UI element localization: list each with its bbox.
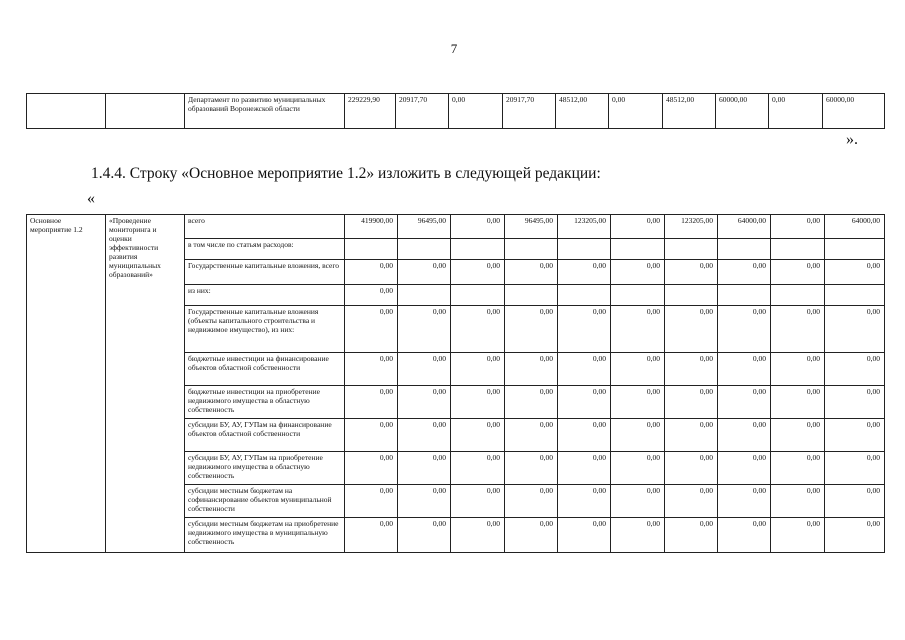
row-label-cell: бюджетные инвестиции на приобретение недвижимого имущества в областную собственность — [185, 386, 345, 419]
value-cell: 0,00 — [345, 419, 398, 452]
row-label-cell: субсидии БУ, АУ, ГУПам на приобретение недвижимого имущества в областную собственность — [185, 452, 345, 485]
value-cell: 0,00 — [558, 485, 611, 518]
value-cell: 0,00 — [611, 518, 665, 553]
value-cell: 0,00 — [451, 260, 505, 285]
value-cell: 0,00 — [451, 386, 505, 419]
value-cell: 0,00 — [345, 353, 398, 386]
value-cell: 0,00 — [771, 452, 825, 485]
top-value-cell: 20917,70 — [503, 94, 556, 129]
value-cell: 0,00 — [665, 353, 718, 386]
value-cell: 0,00 — [718, 419, 771, 452]
row-label-cell: субсидии БУ, АУ, ГУПам на финансирование объектов областной собственности — [185, 419, 345, 452]
value-cell: 0,00 — [665, 419, 718, 452]
value-cell: 0,00 — [558, 419, 611, 452]
value-cell: 0,00 — [718, 485, 771, 518]
value-cell — [345, 239, 398, 260]
value-cell: 0,00 — [825, 353, 885, 386]
top-table — [26, 93, 885, 129]
value-cell: 123205,00 — [665, 215, 718, 239]
value-cell — [718, 285, 771, 306]
value-cell: 0,00 — [665, 306, 718, 353]
value-cell: 0,00 — [558, 306, 611, 353]
main-table — [26, 214, 885, 553]
value-cell: 0,00 — [398, 518, 451, 553]
value-cell: 0,00 — [665, 260, 718, 285]
value-cell — [558, 239, 611, 260]
value-cell: 0,00 — [611, 485, 665, 518]
value-cell: 0,00 — [611, 215, 665, 239]
value-cell: 0,00 — [398, 419, 451, 452]
top-value-cell: 0,00 — [769, 94, 823, 129]
value-cell: 0,00 — [771, 306, 825, 353]
value-cell: 0,00 — [451, 485, 505, 518]
value-cell: 0,00 — [345, 518, 398, 553]
row-label-cell: Государственные капитальные вложения, всего — [185, 260, 345, 285]
value-cell: 0,00 — [558, 518, 611, 553]
value-cell: 0,00 — [505, 518, 558, 553]
value-cell: 0,00 — [825, 452, 885, 485]
row-label-cell: всего — [185, 215, 345, 239]
value-cell — [505, 285, 558, 306]
value-cell: 0,00 — [611, 452, 665, 485]
row-label-cell: из них: — [185, 285, 345, 306]
value-cell: 0,00 — [665, 386, 718, 419]
value-cell: 0,00 — [718, 306, 771, 353]
value-cell: 0,00 — [451, 215, 505, 239]
value-cell: 0,00 — [771, 518, 825, 553]
row-label-cell: субсидии местным бюджетам на софинансирование объектов муниципальной собственности — [185, 485, 345, 518]
value-cell: 0,00 — [345, 260, 398, 285]
value-cell: 0,00 — [398, 452, 451, 485]
value-cell — [771, 285, 825, 306]
event-type-cell: Основное мероприятие 1.2 — [27, 215, 106, 553]
value-cell: 0,00 — [558, 260, 611, 285]
value-cell: 0,00 — [771, 419, 825, 452]
value-cell: 64000,00 — [825, 215, 885, 239]
section-heading: 1.4.4. Строку «Основное мероприятие 1.2» изложить в следующей редакции: — [91, 165, 601, 182]
opening-quote: « — [87, 190, 95, 207]
value-cell: 0,00 — [398, 306, 451, 353]
value-cell: 0,00 — [611, 260, 665, 285]
value-cell: 0,00 — [611, 306, 665, 353]
value-cell: 0,00 — [825, 260, 885, 285]
value-cell: 0,00 — [558, 353, 611, 386]
value-cell: 0,00 — [451, 419, 505, 452]
value-cell: 0,00 — [505, 306, 558, 353]
value-cell: 64000,00 — [718, 215, 771, 239]
row-label-cell: в том числе по статьям расходов: — [185, 239, 345, 260]
value-cell: 0,00 — [825, 419, 885, 452]
value-cell — [451, 239, 505, 260]
value-cell: 0,00 — [665, 518, 718, 553]
value-cell: 0,00 — [771, 353, 825, 386]
value-cell: 0,00 — [398, 260, 451, 285]
value-cell: 0,00 — [771, 215, 825, 239]
value-cell: 0,00 — [611, 386, 665, 419]
value-cell: 0,00 — [505, 260, 558, 285]
value-cell: 0,00 — [451, 306, 505, 353]
value-cell: 0,00 — [718, 353, 771, 386]
value-cell — [825, 285, 885, 306]
value-cell — [398, 239, 451, 260]
value-cell: 0,00 — [718, 386, 771, 419]
value-cell — [558, 285, 611, 306]
value-cell: 0,00 — [718, 518, 771, 553]
value-cell: 0,00 — [718, 260, 771, 285]
row-label-cell: бюджетные инвестиции на финансирование объектов областной собственности — [185, 353, 345, 386]
value-cell: 0,00 — [718, 452, 771, 485]
value-cell: 0,00 — [505, 485, 558, 518]
top-value-cell: 60000,00 — [823, 94, 885, 129]
value-cell: 0,00 — [451, 518, 505, 553]
top-value-cell: 20917,70 — [396, 94, 449, 129]
value-cell — [611, 239, 665, 260]
value-cell: 0,00 — [345, 285, 398, 306]
value-cell: 0,00 — [611, 419, 665, 452]
value-cell: 0,00 — [505, 353, 558, 386]
value-cell: 0,00 — [451, 452, 505, 485]
value-cell: 0,00 — [771, 260, 825, 285]
value-cell — [505, 239, 558, 260]
closing-quote: ». — [846, 131, 858, 148]
value-cell: 419900,00 — [345, 215, 398, 239]
value-cell: 0,00 — [665, 485, 718, 518]
value-cell: 0,00 — [505, 452, 558, 485]
value-cell — [451, 285, 505, 306]
value-cell — [611, 285, 665, 306]
value-cell — [665, 239, 718, 260]
value-cell: 0,00 — [505, 386, 558, 419]
value-cell: 0,00 — [611, 353, 665, 386]
value-cell: 0,00 — [398, 353, 451, 386]
page-number: 7 — [450, 41, 458, 56]
top-value-cell: 60000,00 — [716, 94, 769, 129]
value-cell: 96495,00 — [505, 215, 558, 239]
value-cell: 0,00 — [558, 386, 611, 419]
value-cell: 0,00 — [825, 518, 885, 553]
value-cell: 0,00 — [398, 485, 451, 518]
top-empty-cell — [27, 94, 106, 129]
value-cell — [665, 285, 718, 306]
top-value-cell: 0,00 — [449, 94, 503, 129]
value-cell — [398, 285, 451, 306]
value-cell: 0,00 — [771, 485, 825, 518]
top-table-row — [27, 94, 885, 129]
value-cell: 0,00 — [771, 386, 825, 419]
value-cell: 0,00 — [345, 386, 398, 419]
value-cell — [825, 239, 885, 260]
event-name-cell: «Проведение мониторинга и оценки эффективности развития муниципальных образований» — [106, 215, 185, 553]
top-value-cell: 48512,00 — [663, 94, 716, 129]
value-cell: 0,00 — [825, 485, 885, 518]
value-cell: 0,00 — [558, 452, 611, 485]
value-cell: 0,00 — [665, 452, 718, 485]
value-cell: 123205,00 — [558, 215, 611, 239]
value-cell: 96495,00 — [398, 215, 451, 239]
value-cell: 0,00 — [345, 485, 398, 518]
top-value-cell: 0,00 — [609, 94, 663, 129]
top-value-cell: 48512,00 — [556, 94, 609, 129]
table-row — [27, 215, 885, 239]
value-cell: 0,00 — [345, 452, 398, 485]
value-cell: 0,00 — [451, 353, 505, 386]
value-cell: 0,00 — [398, 386, 451, 419]
value-cell: 0,00 — [345, 306, 398, 353]
value-cell — [718, 239, 771, 260]
top-value-cell: 229229,90 — [345, 94, 396, 129]
value-cell — [771, 239, 825, 260]
top-organization-cell: Департамент по развитию муниципальных образований Воронежской области — [185, 94, 345, 129]
value-cell: 0,00 — [825, 306, 885, 353]
row-label-cell: субсидии местным бюджетам на приобретение недвижимого имущества в муниципальную собственность — [185, 518, 345, 553]
row-label-cell: Государственные капитальные вложения (объекты капитального строительства и недвижимое имущество), из них: — [185, 306, 345, 353]
value-cell: 0,00 — [825, 386, 885, 419]
top-empty-cell — [106, 94, 185, 129]
value-cell: 0,00 — [505, 419, 558, 452]
